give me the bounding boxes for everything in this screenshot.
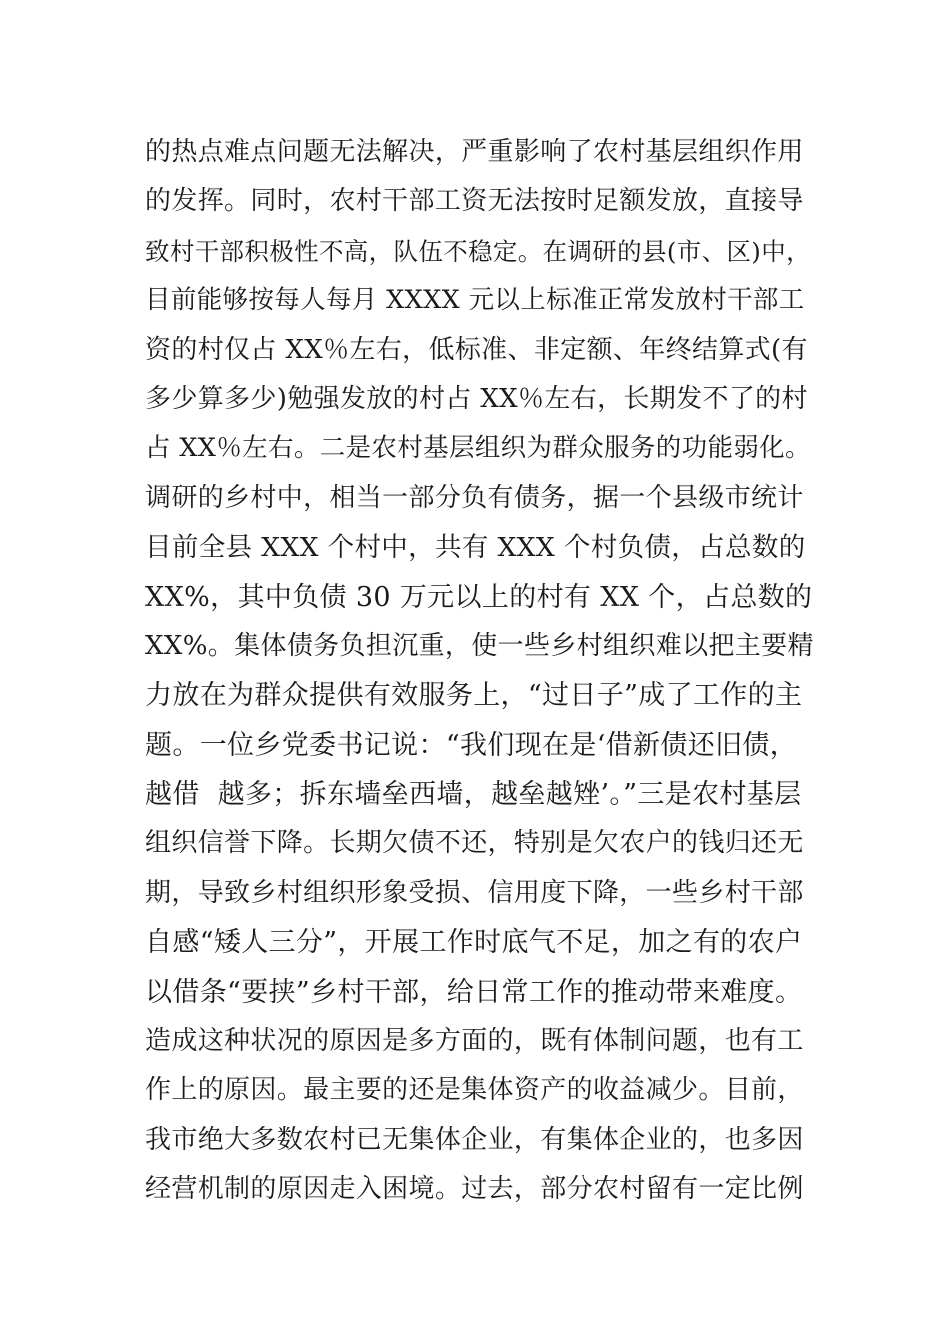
text-line-9: 目前全县 XXX 个村中，共有 XXX 个村负债，占总数的 xyxy=(145,532,806,564)
text-line-3: 致村干部积极性不高，队伍不稳定。在调研的县(市、区)中， xyxy=(145,236,811,266)
text-line-10: XX%，其中负债 30 万元以上的村有 XX 个，占总数的 xyxy=(145,581,813,613)
text-line-22: 经营机制的原因走入困境。过去，部分农村留有一定比例 xyxy=(145,1174,804,1205)
text-line-5: 资的村仅占 XX％左右，低标准、非定额、年终结算式(有 xyxy=(145,334,808,365)
text-line-11: XX%。集体债务负担沉重，使一些乡村组织难以把主要精 xyxy=(145,630,814,661)
text-line-6: 多少算多少)勉强发放的村占 XX％左右，长期发不了的村 xyxy=(145,383,808,414)
text-line-2: 的发挥。同时，农村干部工资无法按时足额发放，直接导 xyxy=(145,186,804,217)
text-line-19: 造成这种状况的原因是多方面的，既有体制问题，也有工 xyxy=(145,1026,804,1057)
text-line-17: 自感“矮人三分”，开展工作时底气不足，加之有的农户 xyxy=(145,927,803,959)
text-line-21: 我市绝大多数农村已无集体企业，有集体企业的，也多因 xyxy=(145,1124,804,1155)
text-line-15: 组织信誉下降。长期欠债不还，特别是欠农户的钱归还无 xyxy=(145,828,804,859)
text-line-8: 调研的乡村中，相当一部分负有债务，据一个县级市统计 xyxy=(145,482,804,513)
text-line-7: 占 XX％左右。二是农村基层组织为群众服务的功能弱化。 xyxy=(145,433,811,464)
text-line-14: 越借 越多；拆东墙垒西墙，越垒越矬’。”三是农村基层 xyxy=(145,779,802,811)
text-line-1: 的热点难点问题无法解决，严重影响了农村基层组织作用 xyxy=(145,137,804,167)
text-line-4: 目前能够按每人每月 XXXX 元以上标准正常发放村干部工 xyxy=(145,285,805,316)
text-line-13: 题。一位乡党委书记说：“我们现在是‘借新债还旧债， xyxy=(145,729,798,761)
text-line-18: 以借条“要挟”乡村干部，给日常工作的推动带来难度。 xyxy=(145,976,803,1008)
text-line-20: 作上的原因。最主要的还是集体资产的收益减少。目前， xyxy=(145,1075,804,1106)
text-line-12: 力放在为群众提供有效服务上，“过日子”成了工作的主 xyxy=(145,680,803,712)
body-text xyxy=(145,128,815,1215)
text-line-16: 期，导致乡村组织形象受损、信用度下降，一些乡村干部 xyxy=(145,877,804,908)
